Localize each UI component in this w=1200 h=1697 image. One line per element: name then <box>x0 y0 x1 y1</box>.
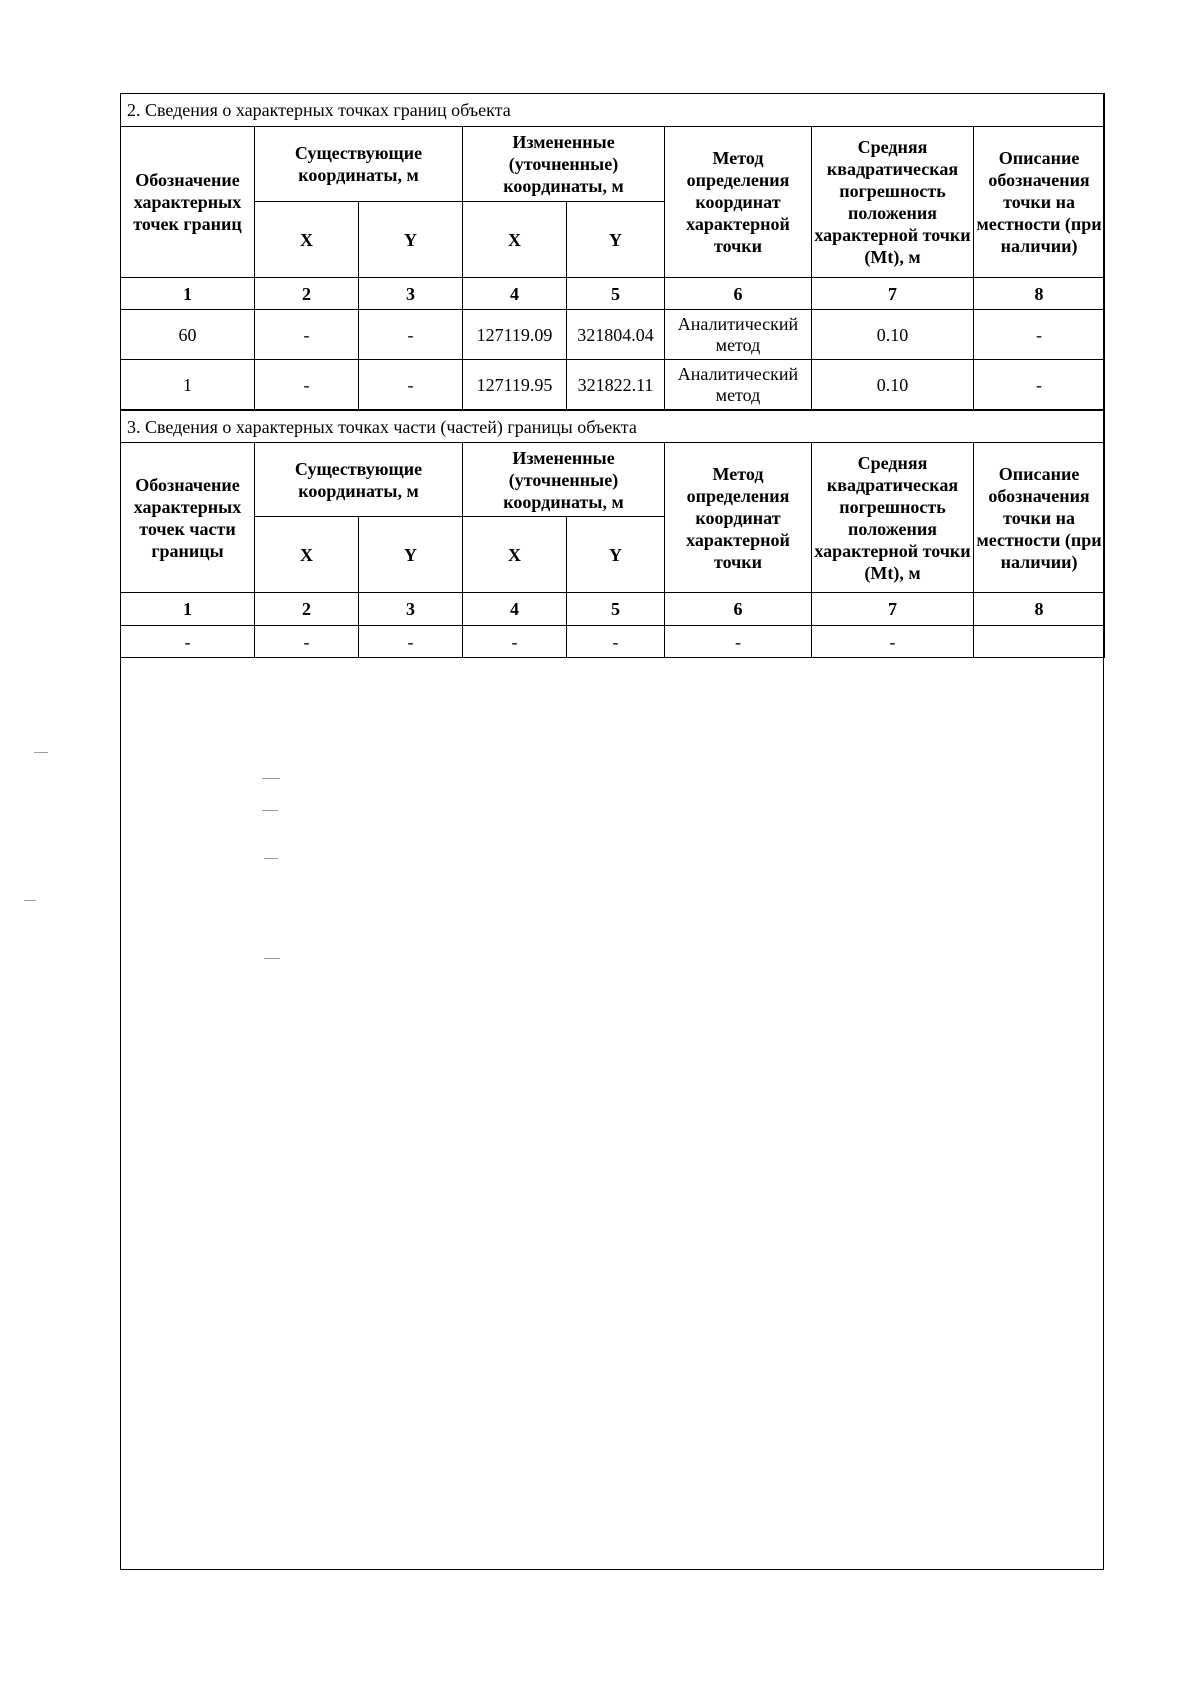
method: - <box>665 626 812 658</box>
column-number: 3 <box>359 278 463 310</box>
column-number: 7 <box>812 278 974 310</box>
existing-x: - <box>255 360 359 410</box>
table-row <box>121 626 1105 658</box>
existing-y: - <box>359 310 463 360</box>
column-numbers-row <box>121 278 1105 310</box>
column-number: 6 <box>665 278 812 310</box>
header-description: Описание обозначения точки на местности (при наличии) <box>974 127 1105 278</box>
existing-x: - <box>255 626 359 658</box>
header-existing-coords: Существующие координаты, м <box>255 443 463 517</box>
header-y: Y <box>359 202 463 278</box>
header-y: Y <box>567 517 665 593</box>
header-point-designation: Обозначение характерных точек части границы <box>121 443 255 593</box>
header-x: X <box>463 517 567 593</box>
scan-speck <box>262 778 280 779</box>
scan-speck <box>24 900 36 901</box>
changed-y: - <box>567 626 665 658</box>
scan-speck <box>34 752 48 753</box>
existing-y: - <box>359 360 463 410</box>
section-title: 2. Сведения о характерных точках границ объекта <box>121 94 1105 127</box>
column-number: 1 <box>121 278 255 310</box>
changed-y: 321804.04 <box>567 310 665 360</box>
method: Аналитический метод <box>665 360 812 410</box>
header-description: Описание обозначения точки на местности (при наличии) <box>974 443 1105 593</box>
column-number: 5 <box>567 593 665 626</box>
header-x: X <box>255 202 359 278</box>
column-number: 8 <box>974 278 1105 310</box>
header-x: X <box>255 517 359 593</box>
description: - <box>974 310 1105 360</box>
header-changed-coords: Измененные (уточненные) координаты, м <box>463 443 665 517</box>
column-number: 2 <box>255 278 359 310</box>
boundary-part-points-table <box>120 410 1105 658</box>
column-number: 3 <box>359 593 463 626</box>
mean-error: - <box>812 626 974 658</box>
header-point-designation: Обозначение характерных точек границ <box>121 127 255 278</box>
header-existing-coords: Существующие координаты, м <box>255 127 463 202</box>
column-number: 6 <box>665 593 812 626</box>
scan-speck <box>264 958 280 959</box>
header-x: X <box>463 202 567 278</box>
mean-error: 0.10 <box>812 360 974 410</box>
boundary-points-table <box>120 93 1105 410</box>
column-number: 4 <box>463 278 567 310</box>
header-method: Метод определения координат характерной точки <box>665 127 812 278</box>
header-y: Y <box>567 202 665 278</box>
existing-x: - <box>255 310 359 360</box>
scan-speck <box>262 810 278 811</box>
description: - <box>974 360 1105 410</box>
header-error: Средняя квадратическая погрешность положения характерной точки (Mt), м <box>812 127 974 278</box>
existing-y: - <box>359 626 463 658</box>
header-changed-coords: Измененные (уточненные) координаты, м <box>463 127 665 202</box>
table-row <box>121 360 1105 410</box>
mean-error: 0.10 <box>812 310 974 360</box>
column-number: 2 <box>255 593 359 626</box>
column-numbers-row <box>121 593 1105 626</box>
column-number: 1 <box>121 593 255 626</box>
header-y: Y <box>359 517 463 593</box>
column-number: 7 <box>812 593 974 626</box>
section-title: 3. Сведения о характерных точках части (частей) границы объекта <box>121 411 1105 443</box>
column-number: 5 <box>567 278 665 310</box>
method: Аналитический метод <box>665 310 812 360</box>
description <box>974 626 1105 658</box>
column-number: 8 <box>974 593 1105 626</box>
scan-speck <box>264 858 278 859</box>
changed-y: 321822.11 <box>567 360 665 410</box>
changed-x: - <box>463 626 567 658</box>
point-id: 60 <box>121 310 255 360</box>
point-id: 1 <box>121 360 255 410</box>
header-error: Средняя квадратическая погрешность положения характерной точки (Mt), м <box>812 443 974 593</box>
changed-x: 127119.09 <box>463 310 567 360</box>
header-method: Метод определения координат характерной точки <box>665 443 812 593</box>
changed-x: 127119.95 <box>463 360 567 410</box>
column-number: 4 <box>463 593 567 626</box>
table-row <box>121 310 1105 360</box>
point-id: - <box>121 626 255 658</box>
